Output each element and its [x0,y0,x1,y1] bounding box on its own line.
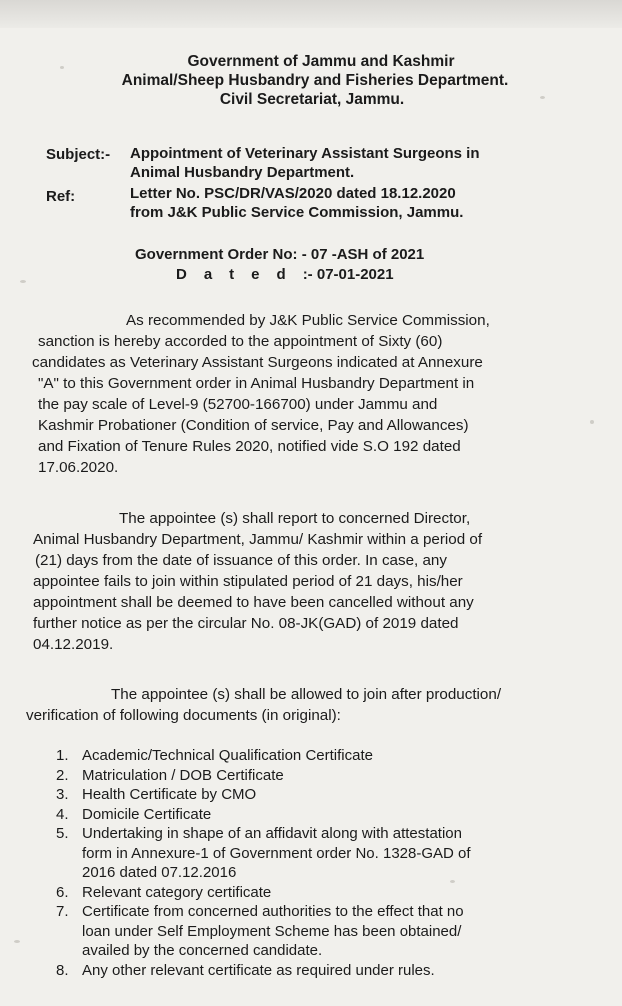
list-text: availed by the concerned candidate. [82,942,323,959]
para-line: and Fixation of Tenure Rules 2020, notified vide S.O 192 dated [38,438,461,455]
scan-speck [540,96,545,99]
list-item [52,785,471,805]
list-number: 1. [56,747,69,764]
para-line: appointment shall be deemed to have been cancelled without any [33,594,474,611]
list-item [52,883,471,903]
list-text: form in Annexure-1 of Government order No. 1328-GAD of [82,844,471,862]
para-line: appointee fails to join within stipulated period of 21 days, his/her [33,573,463,590]
list-text: 2016 dated 07.12.2016 [82,864,237,881]
list-text: Academic/Technical Qualification Certificate [82,747,373,764]
scan-top-edge [0,0,622,28]
government-order-number: Government Order No: - 07 -ASH of 2021 [135,246,425,263]
scan-speck [60,66,64,69]
header-secretariat: Civil Secretariat, Jammu. [219,91,405,108]
documents-list [52,746,471,980]
list-number: 5. [56,825,69,842]
list-text: Certificate from concerned authorities to the effect that no [82,903,464,920]
ref-line-2: from J&K Public Service Commission, Jammu. [130,204,464,221]
list-item [52,902,471,961]
list-item [52,746,471,766]
para-line: "A" to this Government order in Animal Husbandry Department in [38,375,475,392]
list-number: 2. [56,766,69,784]
para-line: sanction is hereby accorded to the appointment of Sixty (60) [38,333,443,350]
para-line: the pay scale of Level-9 (52700-166700) under Jammu and [38,396,438,413]
list-text: Matriculation / DOB Certificate [82,766,284,784]
list-number: 8. [56,961,69,979]
para-line: Animal Husbandry Department, Jammu/ Kashmir within a period of [33,531,483,548]
letterhead [0,52,622,109]
list-text: Any other relevant certificate as required under rules. [82,961,435,979]
para-line: Kashmir Probationer (Condition of service, Pay and Allowances) [38,417,469,434]
ref-label: Ref: [46,188,76,205]
para-line: further notice as per the circular No. 08-JK(GAD) of 2019 dated [33,615,459,632]
dated-label: Dated [176,266,303,283]
list-text: Undertaking in shape of an affidavit along with attestation [82,825,462,842]
paragraph-1 [32,310,590,478]
list-number: 4. [56,805,69,823]
scan-speck [450,880,455,883]
para-line: 04.12.2019. [33,636,114,653]
para-line: candidates as Veterinary Assistant Surgeons indicated at Annexure [32,354,483,371]
para-line: 17.06.2020. [38,459,119,476]
list-text: Relevant category certificate [82,883,272,901]
para-line: The appointee (s) shall report to concerned Director, [119,510,471,527]
paragraph-3 [26,684,578,726]
scan-speck [590,420,594,424]
list-number: 6. [56,883,69,901]
ref-line-1: Letter No. PSC/DR/VAS/2020 dated 18.12.2020 [130,185,456,202]
order-date [176,266,394,283]
para-line: (21) days from the date of issuance of this order. In case, any [35,552,447,569]
subject-line-2: Animal Husbandry Department. [130,164,355,181]
para-line: As recommended by J&K Public Service Commission, [126,312,490,329]
list-text: loan under Self Employment Scheme has been obtained/ [82,922,462,940]
para-line: verification of following documents (in original): [26,707,341,724]
subject-label: Subject:- [46,146,111,163]
paragraph-2 [33,508,585,655]
header-department: Animal/Sheep Husbandry and Fisheries Department. [121,72,509,89]
list-text: Domicile Certificate [82,805,212,823]
list-number: 7. [56,903,69,920]
scan-speck [14,940,20,943]
list-item [52,824,471,883]
para-line: The appointee (s) shall be allowed to join after production/ [111,686,502,703]
dated-value: :- 07-01-2021 [302,266,394,283]
list-item [52,961,471,981]
header-government: Government of Jammu and Kashmir [187,53,455,70]
scan-speck [20,280,26,283]
list-number: 3. [56,786,69,803]
list-item [52,766,471,786]
list-item [52,805,471,825]
subject-line-1: Appointment of Veterinary Assistant Surgeons in [130,145,480,162]
list-text: Health Certificate by CMO [82,786,257,803]
